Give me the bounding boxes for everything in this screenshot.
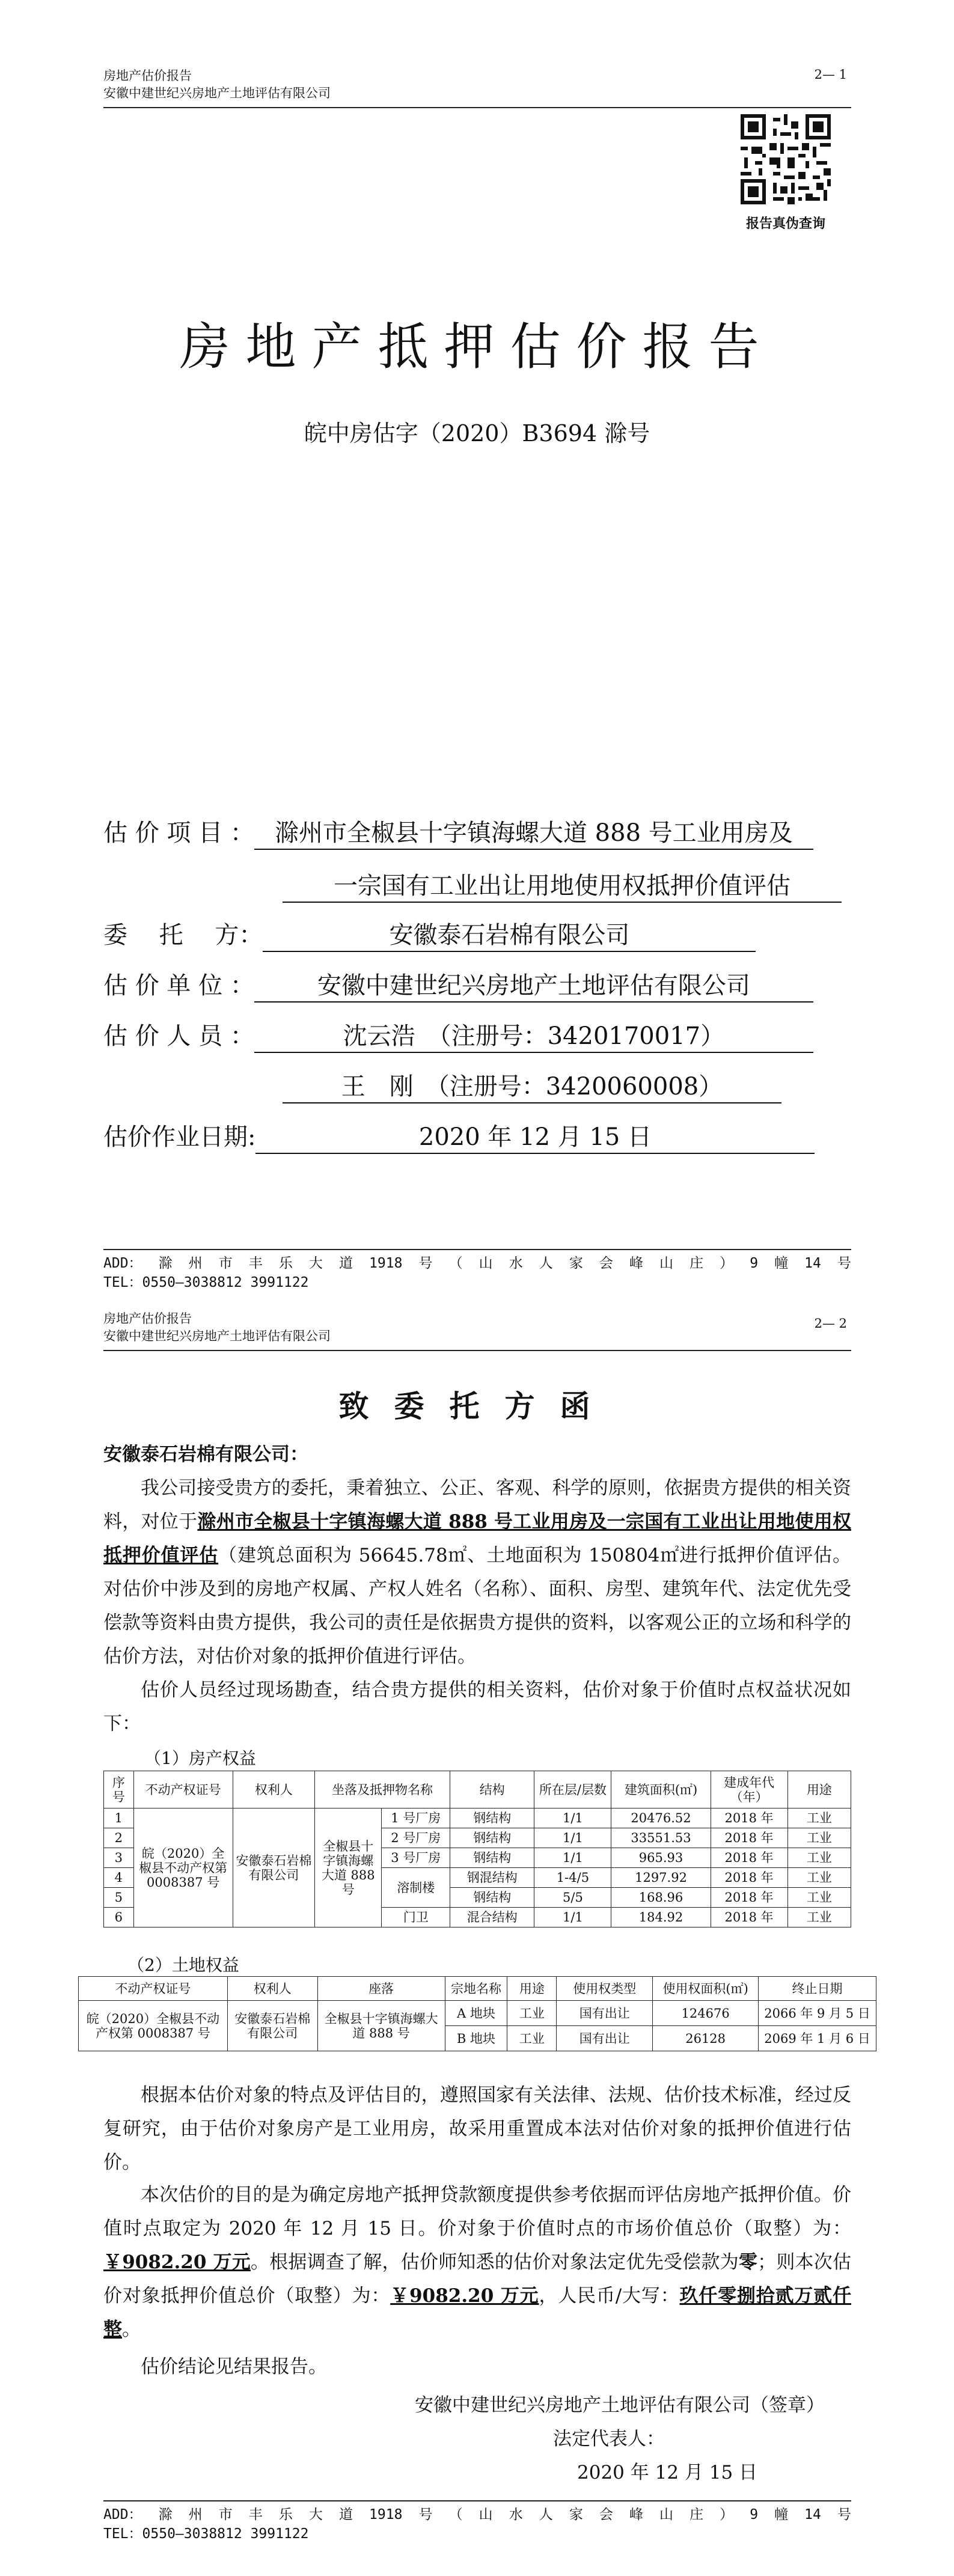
header-text-2 xyxy=(103,1310,331,1345)
client-label: 委 托 方： xyxy=(103,921,263,949)
footer-address-part: 1918 xyxy=(369,1256,403,1271)
footer-address-part: 14 xyxy=(804,2507,821,2523)
footer-address-part: 家 xyxy=(569,2507,583,2523)
footer-address-part: 庄 xyxy=(690,2507,704,2523)
col-use: 用途 xyxy=(787,1771,851,1808)
house-rights-table xyxy=(103,1771,851,1927)
house-owner: 安徽泰石岩棉有限公司 xyxy=(233,1808,314,1927)
footer-address-part: 号 xyxy=(837,1256,851,1271)
footer-address-part: 家 xyxy=(569,1256,583,1271)
footer-address-part: 丰 xyxy=(248,1256,263,1271)
signature-date: 2020 年 12 月 15 日 xyxy=(577,2462,758,2483)
footer-address-part: 乐 xyxy=(278,1256,293,1271)
footer-address-part: 丰 xyxy=(248,2507,263,2523)
footer-address-part: 大 xyxy=(308,2507,323,2523)
footer-address-part: 9 xyxy=(750,2507,759,2523)
header-text xyxy=(103,67,331,102)
letter-title: 致委托方函 xyxy=(338,1388,616,1424)
footer-address-part: 号 xyxy=(418,1256,433,1271)
p1-project: 滁州市全椒县十字镇海螺大道 888 号工业用房及一宗国有工业出让用地使用权抵押价值评估 xyxy=(103,1511,852,1566)
client-row xyxy=(103,920,756,952)
footer-address-part: （ xyxy=(448,1256,463,1271)
footer-address-part: 会 xyxy=(599,1256,613,1271)
land-owner: 安徽泰石岩棉有限公司 xyxy=(227,2001,317,2051)
footer-rule xyxy=(103,1249,851,1250)
footer-address-part: 水 xyxy=(509,1256,523,1271)
col-structure: 结构 xyxy=(450,1771,534,1808)
footer-address-part: 山 xyxy=(659,1256,673,1271)
date-row xyxy=(103,1122,815,1154)
appraiser-1: 沈云浩 （注册号：3420170017） xyxy=(254,1021,813,1053)
signature-representative: 法定代表人： xyxy=(553,2428,665,2450)
client-value: 安徽泰石岩棉有限公司 xyxy=(263,920,756,952)
project-value-line1: 滁州市全椒县十字镇海螺大道 888 号工业用房及 xyxy=(254,817,813,850)
footer-address-part: 峰 xyxy=(629,2507,643,2523)
footer-address-part: 市 xyxy=(218,2507,233,2523)
project-value-line2: 一宗国有工业出让用地使用权抵押价值评估 xyxy=(283,870,842,903)
land-cert: 皖（2020）全椒县不动产权第 0008387 号 xyxy=(79,2001,228,2051)
project-row-2 xyxy=(283,870,842,903)
footer-address xyxy=(103,2505,851,2524)
table-row: 皖（2020）全椒县不动产权第 0008387 号 安徽泰石岩棉有限公司 全椒县十字镇海螺大道 888 号 A 地块 工业 国有出让 124676 2066 年 9 月 5 日 xyxy=(79,2001,876,2026)
footer-address-part: 山 xyxy=(479,1256,493,1271)
appraiser-org-value: 安徽中建世纪兴房地产土地评估有限公司 xyxy=(254,970,813,1003)
footer-address-part: 幢 xyxy=(774,2507,789,2523)
value-in-words: 玖仟零捌拾贰万贰仟整 xyxy=(103,2285,851,2340)
appraiser-org-label: 估 价 单 位 ： xyxy=(103,972,254,1000)
col-owner: 权利人 xyxy=(233,1771,314,1808)
table-row: 5 钢结构 5/5 168.96 2018 年 工业 xyxy=(104,1888,851,1908)
land-heading: （2）土地权益 xyxy=(127,1955,239,1975)
header-line1: 房地产估价报告 xyxy=(103,69,192,83)
footer-address-part: 号 xyxy=(418,2507,433,2523)
footer-address-part: 1918 xyxy=(369,2507,403,2523)
footer-address-part: 道 xyxy=(338,1256,353,1271)
footer-address-part: 人 xyxy=(539,2507,553,2523)
land-table-header: 不动产权证号 权利人 座落 宗地名称 用途 使用权类型 使用权面积(㎡) 终止日期 xyxy=(79,1977,876,2001)
table-row: B 地块 工业 国有出让 26128 2069 年 1 月 6 日 xyxy=(79,2026,876,2051)
footer-address-part: 9 xyxy=(750,1256,759,1271)
letter-paragraph-4: 本次估价的目的是为确定房地产抵押贷款额度提供参考依据而评估房地产抵押价值。价值时点取定为 2020 年 12 月 15 日。价对象于价值时点的市场价值总价（取整）为：￥9082.20 万元。根据调查了解，估价师知悉的估价对象法定优先受偿款为零；则本次估价对象抵押价值总价（取整）为：￥9082.20 万元，人民币/大写：玖仟零捌拾贰万贰仟整。 xyxy=(103,2184,852,2340)
footer-address-part: 人 xyxy=(539,1256,553,1271)
footer-address-part: 山 xyxy=(479,2507,493,2523)
appraisers-row-2 xyxy=(283,1071,781,1103)
footer-address-part: （ xyxy=(448,2507,463,2523)
date-value: 2020 年 12 月 15 日 xyxy=(255,1122,815,1154)
footer-address-part: 峰 xyxy=(629,1256,643,1271)
footer-address-part: ADD： xyxy=(103,2507,142,2523)
page-number: 2— 1 xyxy=(814,67,847,82)
table-row: 6 门卫 混合结构 1/1 184.92 2018 年 工业 xyxy=(104,1908,851,1927)
letter-paragraph-2: 估价人员经过现场勘查，结合贵方提供的相关资料，估价对象于价值时点权益状况如下： xyxy=(103,1679,851,1735)
footer-address-part: ） xyxy=(720,1256,734,1271)
footer-address-part: ADD： xyxy=(103,1256,142,1271)
letter-salutation: 安徽泰石岩棉有限公司： xyxy=(103,1444,308,1465)
footer-address-part: 会 xyxy=(599,2507,613,2523)
footer-address-part: 滁 xyxy=(158,1256,173,1271)
table-row: 2 2 号厂房 钢结构 1/1 33551.53 2018 年 工业 xyxy=(104,1828,851,1848)
table-row: 1 皖（2020）全椒县不动产权第 0008387 号 安徽泰石岩棉有限公司 全椒县十字镇海螺大道 888 号 1 号厂房 钢结构 1/1 20476.52 2018 年 工业 xyxy=(104,1808,851,1828)
land-location: 全椒县十字镇海螺大道 888 号 xyxy=(317,2001,445,2051)
footer-address-part: 水 xyxy=(509,2507,523,2523)
page-2 xyxy=(0,1310,954,2576)
col-area: 建筑面积(㎡) xyxy=(611,1771,711,1808)
land-rights-table xyxy=(78,1976,876,2051)
letter-paragraph-5: 估价结论见结果报告。 xyxy=(141,2356,327,2378)
footer-address-part: 幢 xyxy=(774,1256,789,1271)
header-rule xyxy=(103,107,851,108)
footer-tel: TEL：0550—3038812 3991122 xyxy=(103,1275,309,1290)
letter-paragraph-3: 根据本估价对象的特点及评估目的，遵照国家有关法律、法规、估价技术标准，经过反复研究，由于估价对象房产是工业用房，故采用重置成本法对估价对象的抵押价值进行估价。 xyxy=(103,2084,851,2173)
footer-rule-2 xyxy=(103,2500,851,2501)
appraisers-label: 估 价 人 员 ： xyxy=(103,1022,254,1050)
header-line2: 安徽中建世纪兴房地产土地评估有限公司 xyxy=(103,1329,331,1343)
letter-paragraph-1 xyxy=(103,1471,851,1673)
footer-address-part: 滁 xyxy=(158,2507,173,2523)
col-location: 坐落及抵押物名称 xyxy=(314,1771,450,1808)
report-title: 房地产抵押估价报告 xyxy=(179,317,775,376)
header-rule-2 xyxy=(103,1350,851,1351)
project-label: 估 价 项 目 ： xyxy=(103,819,254,847)
footer-address-part: 州 xyxy=(188,2507,203,2523)
footer-address-part: 州 xyxy=(188,1256,203,1271)
col-cert: 不动产权证号 xyxy=(133,1771,233,1808)
footer xyxy=(103,1254,851,1292)
footer-address xyxy=(103,1254,851,1273)
footer-address-part: 市 xyxy=(218,1256,233,1271)
qr-label: 报告真伪查询 xyxy=(745,216,825,231)
house-heading: （1）房产权益 xyxy=(144,1748,256,1768)
footer-address-part: 山 xyxy=(659,2507,673,2523)
footer-tel: TEL：0550—3038812 3991122 xyxy=(103,2526,309,2542)
col-year: 建成年代（年） xyxy=(711,1771,787,1808)
header-line2: 安徽中建世纪兴房地产土地评估有限公司 xyxy=(103,86,331,100)
market-value: ￥9082.20 万元 xyxy=(103,2251,251,2273)
date-label: 估价作业日期: xyxy=(103,1123,256,1151)
col-no: 序号 xyxy=(104,1771,134,1808)
table-row: 4 溶制楼 钢混结构 1-4/5 1297.92 2018 年 工业 xyxy=(104,1868,851,1888)
qr-code-icon xyxy=(741,114,831,204)
appraisers-row xyxy=(103,1021,813,1053)
page-number-2: 2— 2 xyxy=(814,1316,847,1331)
signature-company: 安徽中建世纪兴房地产土地评估有限公司（签章） xyxy=(415,2394,825,2416)
project-row xyxy=(103,817,813,850)
house-table-header xyxy=(104,1771,851,1808)
footer-address-part: 大 xyxy=(308,1256,323,1271)
footer-address-part: ） xyxy=(720,2507,734,2523)
appraiser-org-row xyxy=(103,970,813,1003)
p1-text-c: （建筑总面积为 56645.78㎡、土地面积为 150804㎡进行抵押价值评估。对估价中涉及到的房地产权属、产权人姓名（名称）、面积、房型、建筑年代、法定优先受偿款等资料由贵方提供，我公司的责任是依据贵方提供的资料，以客观公正的立场和科学的估价方法，对估价对象的抵押价值进行评估。 xyxy=(103,1545,852,1667)
mortgage-value: ￥9082.20 万元 xyxy=(390,2285,539,2307)
appraiser-2: 王 刚 （注册号：3420060008） xyxy=(283,1071,781,1103)
footer-address-part: 道 xyxy=(338,2507,353,2523)
priority-claim: 零 xyxy=(738,2251,758,2273)
report-number: 皖中房估字（2020）B3694 滁号 xyxy=(304,420,650,447)
footer-address-part: 乐 xyxy=(278,2507,293,2523)
footer-2 xyxy=(103,2505,851,2544)
footer-address-part: 号 xyxy=(837,2507,851,2523)
footer-address-part: 庄 xyxy=(690,1256,704,1271)
house-location: 全椒县十字镇海螺大道 888 号 xyxy=(314,1808,381,1927)
header-line1: 房地产估价报告 xyxy=(103,1311,192,1326)
p1-text-a: 我公司接受贵方的委托，秉着独立、公正、客观、科学的原则，依据贵方提供的相关资料，对位于 xyxy=(103,1477,851,1533)
footer-address-part: 14 xyxy=(804,1256,821,1271)
col-floor: 所在层/层数 xyxy=(534,1771,611,1808)
house-cert: 皖（2020）全椒县不动产权第 0008387 号 xyxy=(133,1808,233,1927)
table-row: 3 3 号厂房 钢结构 1/1 965.93 2018 年 工业 xyxy=(104,1848,851,1868)
